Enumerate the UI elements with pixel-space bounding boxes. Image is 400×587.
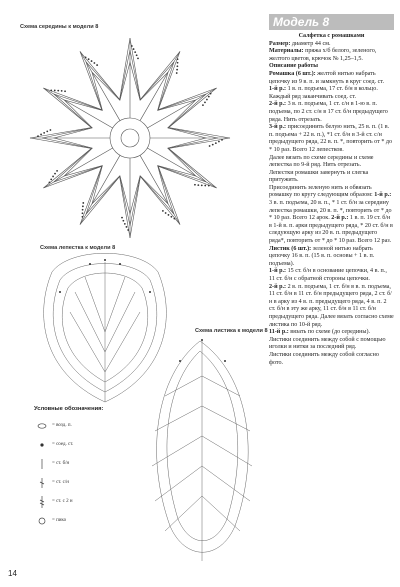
- join-text: Листики соединить между собой с помощью иголки и нитки за последний ряд.: [269, 336, 386, 351]
- end-text: Листики соединить между собой согласно фото.: [269, 351, 379, 366]
- petal-scheme-caption: Схема лепестка к модели 8: [40, 245, 116, 251]
- model-title-band: [269, 14, 394, 30]
- arch-row1-label: 1-й р.:: [374, 192, 392, 199]
- picot-icon: [34, 515, 52, 527]
- leaf-row11-label: 11-й р.:: [269, 329, 289, 336]
- model-title: Модель 8: [273, 15, 330, 29]
- leaf-text: зеленой нитью набрать цепочку 16 в. п. (15 в. п. основы + 1 в. п. подъема).: [269, 245, 375, 267]
- instructions-column: [269, 14, 394, 574]
- legend-item: [34, 473, 124, 492]
- instructions-text: [269, 33, 394, 367]
- chamomile-label: Ромашка (6 шт.):: [269, 70, 316, 77]
- double-treble-icon: [34, 496, 52, 508]
- legend-item: [34, 416, 124, 435]
- article-heading: Салфетка с ромашками: [298, 33, 365, 39]
- legend-item: [34, 435, 124, 454]
- description-title: Описание работы: [269, 63, 318, 70]
- legend-label: = соед. ст.: [52, 441, 74, 447]
- legend-label: = ст. б/н: [52, 460, 70, 466]
- row2-text: 3 в. п. подъема, 1 ст. с/н в 1-ю в. п. подъема, по 2 ст. с/н в 17 ст. б/н предыдущего ряда. Нить отрезать.: [269, 101, 388, 123]
- arch-row1-text: 3 в. п. подъема, 20 в. п., * 1 ст. б/н за середину лепестка ромашки, 20 в. п. *, повторить от * до * 10 раз. Всего 12 арок.: [269, 200, 392, 222]
- leaf-row11-text: вязать по схеме (до середины).: [288, 329, 371, 336]
- materials-text: пряжа х/б белого, зеленого, желтого цветов, крючок № 1,25–1,5.: [269, 48, 377, 62]
- materials-label: Материалы:: [269, 48, 304, 55]
- legend-label: = пико: [52, 517, 67, 523]
- leaf-scheme-caption: Схема листика к модели 8: [195, 328, 268, 334]
- legend-title: Условные обозначения:: [34, 406, 104, 412]
- attach-text: Присоединить зеленую нить и обвязать ромашку по кругу следующим образом:: [269, 184, 373, 199]
- leaf-row1-label: 1-й р.:: [269, 268, 287, 275]
- center-star-scheme: [0, 30, 270, 265]
- double-crochet-icon: [34, 477, 52, 489]
- legend-item: [34, 511, 124, 530]
- leaf-row1-text: 15 ст. б/н в основание цепочки, 4 в. п., 11 ст. б/н с обратной стороны цепочки.: [269, 268, 387, 282]
- legend-label: = возд. п.: [52, 422, 72, 428]
- chamomile-text: желтой нитью набрать цепочку из 9 в. п. и замкнуть в круг соед. ст.: [269, 70, 385, 85]
- legend-label: = ст. с 2 н: [52, 498, 73, 504]
- legend: [34, 406, 124, 530]
- chain-stitch-icon: [34, 420, 52, 432]
- arch-row2-text: 1 в. п. 19 ст. б/н в 1-й в. п. арки предыдущего ряда, * 20 ст. б/н в следующую арку из 20 в. п. предыдущего ряда*, повторить от * до * 10 раз. Всего 12 раз.: [269, 215, 393, 245]
- legend-item: [34, 454, 124, 473]
- leaf-scheme: [140, 336, 275, 566]
- arch-row2-label: 2-й р.:: [331, 215, 349, 222]
- leaf-row2-label: 2-й р.:: [269, 283, 287, 290]
- center-scheme-caption: Схема середины к модели 8: [20, 24, 99, 30]
- size-text: диаметр 44 см.: [290, 40, 331, 47]
- row1-text: 1 в. п. подъема, 17 ст. б/н в кольцо. Каждый ряд заканчивать соед. ст.: [269, 86, 378, 100]
- row3-text: присоединить белую нить, 25 в. п. (1 в. п. подъема + 22 в. п.), *1 ст. б/н в 3-й ст. с/н предыдущего ряда, 22 в. п. *, повторить от * до * 10 раз. Всего 12 лепестков.: [269, 124, 393, 153]
- leaf-row2-text: 2 в. п. подъема, 1 ст. б/н в в. п. подъема, 11 ст. б/н в 11 ст. б/н предыдущего ряда, 2 ст. б/н в арку из 4 в. п. предыдущего ряда, 4 в. п. 2 ст. б/н в эту же арку, 11 ст. б/н в 11 ст. б/н предыдущего ряда. Далее вязать согласно схеме листика по 10-й ряд.: [269, 283, 394, 328]
- legend-item: [34, 492, 124, 511]
- row3-label: 3-й р.:: [269, 124, 287, 131]
- size-label: Размер:: [269, 40, 291, 47]
- twist-text: Лепестки ромашки завернуть и слегка притужить.: [269, 169, 369, 184]
- page-number: 14: [8, 569, 17, 578]
- continue-text: Далее вязать по схеме середины и схеме лепестка по 9-й ряд. Нить отрезать.: [269, 154, 374, 169]
- row2-label: 2-й р.:: [269, 101, 287, 108]
- single-crochet-icon: [34, 458, 52, 470]
- legend-label: = ст. с/н: [52, 479, 69, 485]
- row1-label: 1-й р.:: [269, 86, 287, 93]
- slip-stitch-icon: [34, 439, 52, 451]
- leaf-label: Листик (6 шт.):: [269, 245, 312, 252]
